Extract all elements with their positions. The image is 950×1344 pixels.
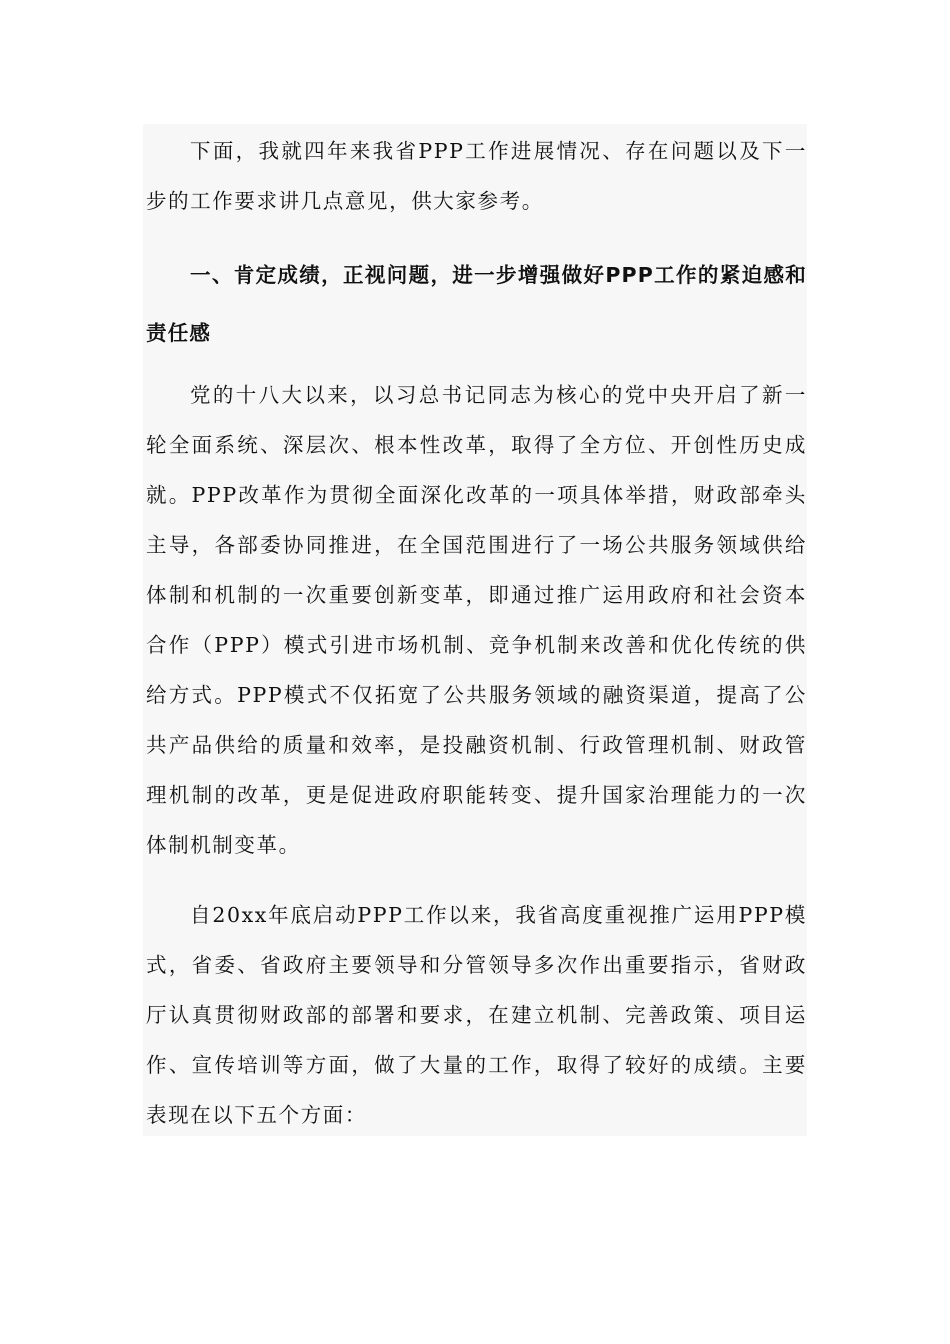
body-paragraph-2: 自20xx年底启动PPP工作以来，我省高度重视推广运用PPP模式，省委、省政府主要领导和分管领导多次作出重要指示，省财政厅认真贯彻财政部的部署和要求，在建立机制、完善政策、项目运作、宣传培训等方面，做了大量的工作，取得了较好的成绩。主要表现在以下五个方面： <box>146 903 807 1127</box>
section-heading: 一、肯定成绩，正视问题，进一步增强做好PPP工作的紧迫感和责任感 <box>146 263 807 345</box>
body-paragraph-1: 党的十八大以来，以习总书记同志为核心的党中央开启了新一轮全面系统、深层次、根本性改革，取得了全方位、开创性历史成就。PPP改革作为贯彻全面深化改革的一项具体举措，财政部牵头主导，各部委协同推进，在全国范围进行了一场公共服务领域供给体制和机制的一次重要创新变革，即通过推广运用政府和社会资本合作（PPP）模式引进市场机制、竞争机制来改善和优化传统的供给方式。PPP模式不仅拓宽了公共服务领域的融资渠道，提高了公共产品供给的质量和效率，是投融资机制、行政管理机制、财政管理机制的改革，更是促进政府职能转变、提升国家治理能力的一次体制机制变革。 <box>146 383 807 857</box>
document-text-block <box>143 124 807 1136</box>
intro-paragraph: 下面，我就四年来我省PPP工作进展情况、存在问题以及下一步的工作要求讲几点意见，供大家参考。 <box>146 139 807 213</box>
